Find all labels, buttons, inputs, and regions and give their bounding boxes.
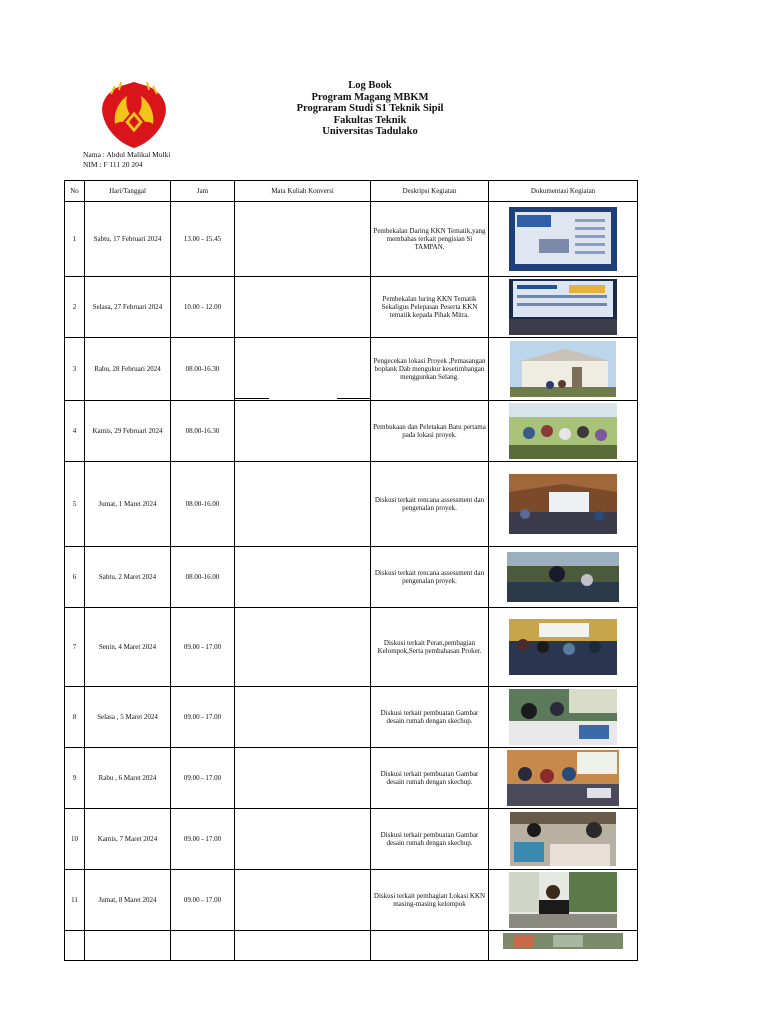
separator-line [235, 398, 269, 399]
row-time: 09.00 - 17.00 [171, 748, 235, 809]
row-date: Kamis, 29 Februari 2024 [85, 401, 171, 462]
table-row [65, 931, 638, 961]
row-date: Sabtu, 17 Februari 2024 [85, 202, 171, 277]
student-name: Nama : Abdul Malikal Mulki [83, 150, 171, 159]
row-no: 1 [65, 202, 85, 277]
row-description: Diskusi terkait rencana assessment dan pengenalan proyek. [371, 462, 489, 547]
table-row [65, 277, 638, 338]
row-description: Pembekalan Daring KKN Tematik,yang membahas terkait pengisian Si TAMPAN. [371, 202, 489, 277]
row-no: 5 [65, 462, 85, 547]
row-date: Sabtu, 2 Maret 2024 [85, 547, 171, 608]
row-time: 08.00-16.00 [171, 547, 235, 608]
table-row [65, 608, 638, 687]
header-faculty: Fakultas Teknik [333, 114, 407, 126]
row-date: Selasa, 27 Februari 2024 [85, 277, 171, 338]
row-no: 2 [65, 277, 85, 338]
row-course [235, 547, 371, 608]
row-course [235, 870, 371, 931]
documentation-photo [509, 619, 617, 675]
table-row [65, 748, 638, 809]
row-date: Rabu, 28 Februari 2024 [85, 338, 171, 401]
row-description: Pengecekan lokasi Proyek ,Pemasangan boplank Dab mengukur kesetimbangan menggunkan Selang. [371, 338, 489, 401]
table-row [65, 338, 638, 401]
table-row [65, 809, 638, 870]
row-course [235, 809, 371, 870]
column-header-time: Jam [171, 181, 235, 202]
row-time: 09.00 - 17.00 [171, 608, 235, 687]
table-row [65, 202, 638, 277]
row-time: 08.00-16.00 [171, 462, 235, 547]
documentation-photo-cell [489, 462, 638, 547]
student-identity [83, 150, 171, 170]
row-date: Jumat, 1 Maret 2024 [85, 462, 171, 547]
row-no: 4 [65, 401, 85, 462]
row-course [235, 277, 371, 338]
row-no: 11 [65, 870, 85, 931]
documentation-photo-cell [489, 870, 638, 931]
column-header-no: No [65, 181, 85, 202]
column-header-description: Deskripsi Kegiatan [371, 181, 489, 202]
table-row [65, 462, 638, 547]
row-date [85, 931, 171, 961]
row-description [371, 931, 489, 961]
documentation-photo-cell [489, 401, 638, 462]
documentation-photo-cell [489, 809, 638, 870]
row-description: Diskusi terkait Peran,pembagian Kelompok,Serta pembahasan Proker. [371, 608, 489, 687]
row-course [235, 748, 371, 809]
header-program: Program Magang MBKM [311, 91, 429, 103]
documentation-photo [509, 689, 617, 745]
documentation-photo [507, 552, 619, 602]
row-no: 10 [65, 809, 85, 870]
document-header [220, 80, 520, 138]
university-emblem-icon [95, 80, 173, 150]
row-date: Jumat, 8 Maret 2024 [85, 870, 171, 931]
row-no [65, 931, 85, 961]
row-no: 7 [65, 608, 85, 687]
documentation-photo [503, 933, 623, 949]
column-header-date: Hari/Tanggal [85, 181, 171, 202]
row-time: 13.00 - 15.45 [171, 202, 235, 277]
header-study-program: Prograram Studi S1 Teknik Sipil [296, 103, 444, 114]
row-date: Kamis, 7 Maret 2024 [85, 809, 171, 870]
row-date: Selasa , 5 Maret 2024 [85, 687, 171, 748]
table-row [65, 547, 638, 608]
documentation-photo-cell [489, 687, 638, 748]
row-description: Diskusi terkait pembuatan Gambar desain rumah dengan skechup. [371, 809, 489, 870]
row-course [235, 608, 371, 687]
documentation-photo-cell [489, 277, 638, 338]
documentation-photo [507, 750, 619, 806]
column-header-documentation: Dokumentasi Kegiatan [489, 181, 638, 202]
row-course [235, 401, 371, 462]
documentation-photo [510, 812, 616, 866]
documentation-photo-cell [489, 202, 638, 277]
row-time: 10.00 - 12.00 [171, 277, 235, 338]
row-description: Pembukaan dan Peletakan Batu pertama pada lokasi proyek. [371, 401, 489, 462]
row-no: 6 [65, 547, 85, 608]
row-date: Rabu , 6 Maret 2024 [85, 748, 171, 809]
row-course [235, 338, 371, 401]
documentation-photo [509, 872, 617, 928]
row-time: 09.00 - 17.00 [171, 870, 235, 931]
row-course [235, 687, 371, 748]
row-description: Diskusi terkait pembuatan Gambar desain rumah dengan skechup. [371, 748, 489, 809]
row-description: Diskusi terkait pembagian Lokasi KKN masing-masing kelompok [371, 870, 489, 931]
row-course [235, 462, 371, 547]
header-title: Log Book [348, 80, 392, 91]
documentation-photo-cell [489, 748, 638, 809]
documentation-photo [509, 403, 617, 459]
row-time: 09.00 - 17.00 [171, 809, 235, 870]
table-row [65, 870, 638, 931]
documentation-photo-cell [489, 608, 638, 687]
student-nim: NIM : F 111 20 204 [83, 160, 143, 169]
row-time: 08.00-16.30 [171, 338, 235, 401]
row-no: 3 [65, 338, 85, 401]
documentation-photo [509, 279, 617, 335]
row-time: 09.00 - 17.00 [171, 687, 235, 748]
column-header-course: Mata Kuliah Konversi [235, 181, 371, 202]
row-time [171, 931, 235, 961]
row-description: Pembekalan luring KKN Tematik Sekaligus Pelepasan Peserta KKN tematik kepada Pihak Mitra. [371, 277, 489, 338]
row-description: Diskusi terkait rencana assessment dan pengenalan proyek. [371, 547, 489, 608]
log-table [64, 180, 638, 961]
table-row [65, 401, 638, 462]
documentation-photo-cell [489, 547, 638, 608]
separator-line [337, 398, 371, 399]
row-course [235, 931, 371, 961]
row-time: 08.00-16.30 [171, 401, 235, 462]
header-university: Universitas Tadulako [322, 126, 418, 137]
row-course [235, 202, 371, 277]
documentation-photo-cell [489, 931, 638, 961]
documentation-photo-cell [489, 338, 638, 401]
documentation-photo [509, 207, 617, 271]
documentation-photo [510, 341, 616, 397]
row-description: Diskusi terkait pembuatan Gambar desain rumah dengan skechup. [371, 687, 489, 748]
table-row [65, 687, 638, 748]
documentation-photo [509, 474, 617, 534]
row-date: Senin, 4 Maret 2024 [85, 608, 171, 687]
table-header-row [65, 181, 638, 202]
row-no: 9 [65, 748, 85, 809]
row-no: 8 [65, 687, 85, 748]
